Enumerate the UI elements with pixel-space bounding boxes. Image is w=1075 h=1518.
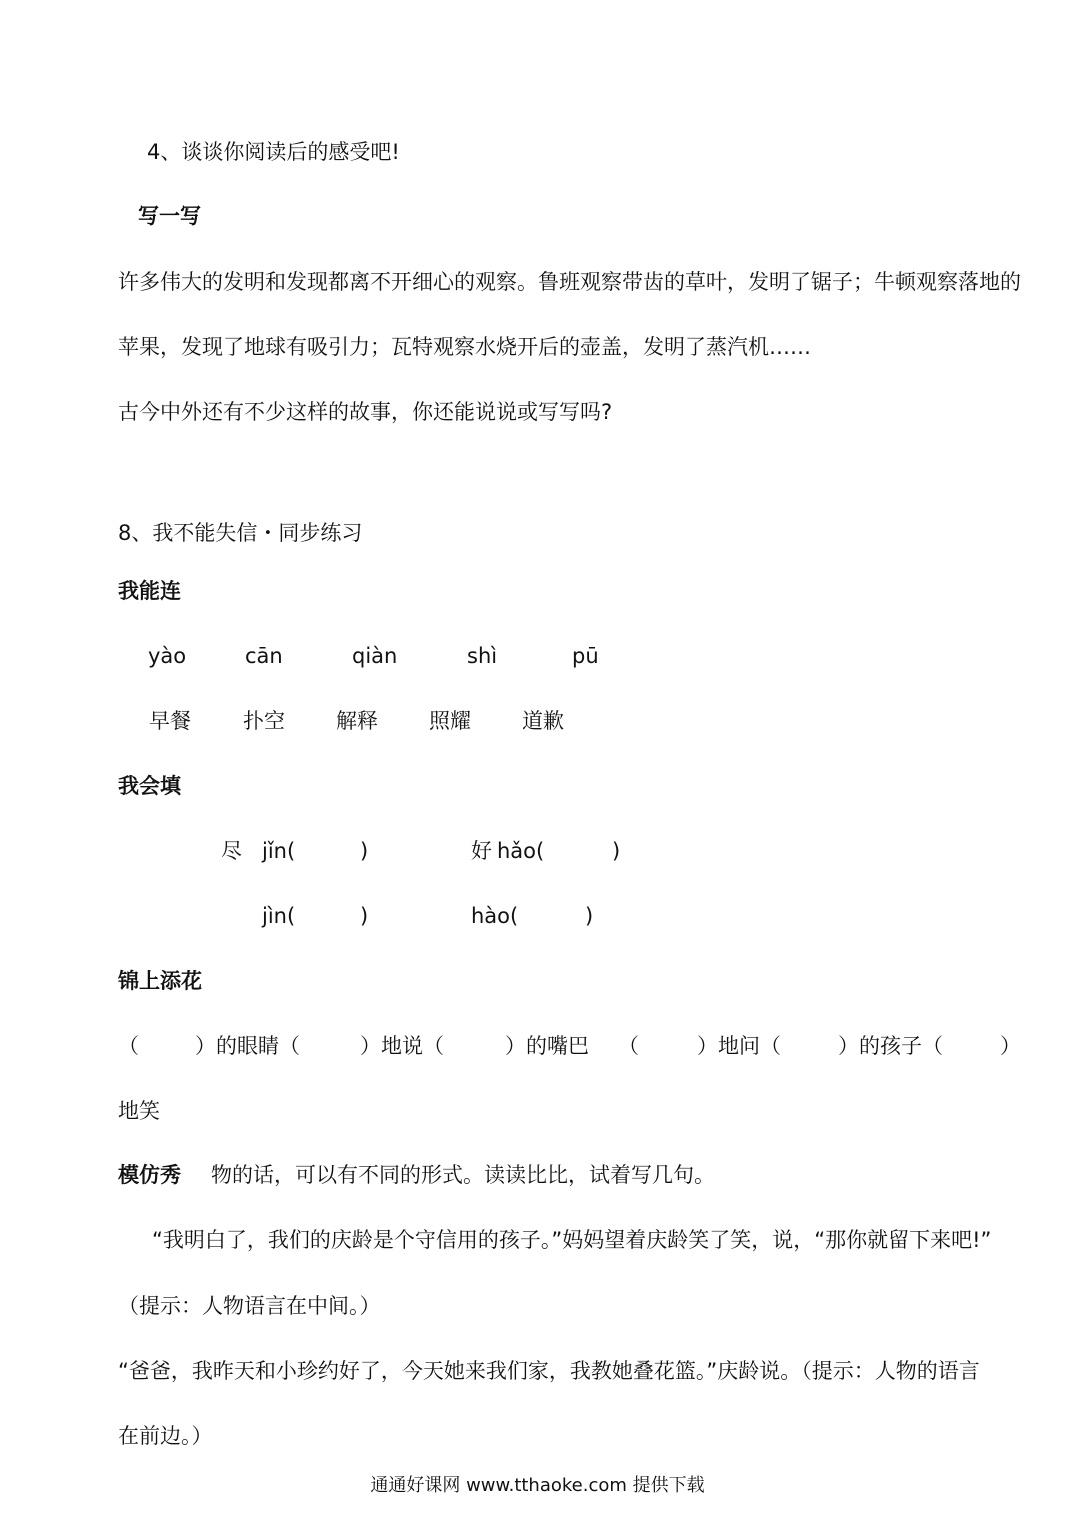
match-word-2: 扑空 [243,709,285,733]
adorn-item-3: ）地说（ [360,1034,444,1058]
fill-heading: 我会填 [118,774,181,798]
lesson-title: 8、我不能失信・同步练习 [118,521,363,545]
fill-pinyin-hao4: hào( [471,904,519,928]
match-heading: 我能连 [118,579,181,603]
fill-close-paren: ) [585,904,594,928]
write-heading: 写一写 [138,204,201,228]
imitate-example-1: “我明白了，我们的庆龄是个守信用的孩子。”妈妈望着庆龄笑了笑，说，“那你就留下来吧!” [152,1228,992,1252]
adorn-heading: 锦上添花 [118,969,202,993]
fill-close-paren: ) [360,839,369,863]
match-pinyin-5: pū [572,644,599,668]
adorn-item-1: （ [118,1034,139,1058]
adorn-item-4: ）的嘴巴 [505,1034,589,1058]
adorn-item-6: ）地问（ [697,1034,781,1058]
imitate-heading: 模仿秀 [118,1163,181,1187]
adorn-item-5: （ [618,1034,639,1058]
imitate-hint-1: （提示：人物语言在中间。） [118,1294,381,1318]
match-word-1: 早餐 [149,709,191,733]
fill-pinyin-hao3: hǎo( [497,839,545,863]
match-pinyin-1: yào [148,644,187,668]
imitate-intro: 物的话，可以有不同的形式。读读比比，试着写几句。 [211,1163,715,1187]
imitate-example-2-line-1: “爸爸，我昨天和小珍约好了，今天她来我们家，我教她叠花篮。”庆龄说。（提示：人物的语言 [118,1359,980,1383]
match-pinyin-3: qiàn [352,644,398,668]
adorn-item-2: ）的眼睛（ [195,1034,300,1058]
write-question: 古今中外还有不少这样的故事，你还能说说或写写吗? [118,400,613,424]
match-pinyin-2: cān [245,644,283,668]
fill-close-paren: ) [612,839,621,863]
fill-close-paren: ) [360,904,369,928]
match-pinyin-4: shì [467,644,498,668]
footer-source: 通通好课网 www.tthaoke.com 提供下载 [370,1475,705,1496]
write-paragraph-line-1: 许多伟大的发明和发现都离不开细心的观察。鲁班观察带齿的草叶，发明了锯子；牛顿观察落地的 [118,270,1021,294]
match-word-5: 道歉 [522,709,564,733]
write-paragraph-line-2: 苹果，发现了地球有吸引力；瓦特观察水烧开后的壶盖，发明了蒸汽机…… [118,335,811,359]
question-4: 4、谈谈你阅读后的感受吧! [147,140,400,164]
fill-char-jin: 尽 [221,839,242,863]
fill-char-hao: 好 [471,839,492,863]
match-word-3: 解释 [336,709,378,733]
imitate-example-2-line-2: 在前边。） [118,1424,213,1448]
adorn-tail: 地笑 [118,1099,160,1123]
adorn-item-7: ）的孩子（ [838,1034,943,1058]
fill-pinyin-jin3: jǐn( [262,839,296,863]
match-word-4: 照耀 [429,709,471,733]
fill-pinyin-jin4: jìn( [262,904,296,928]
adorn-item-8: ） [1000,1034,1021,1058]
